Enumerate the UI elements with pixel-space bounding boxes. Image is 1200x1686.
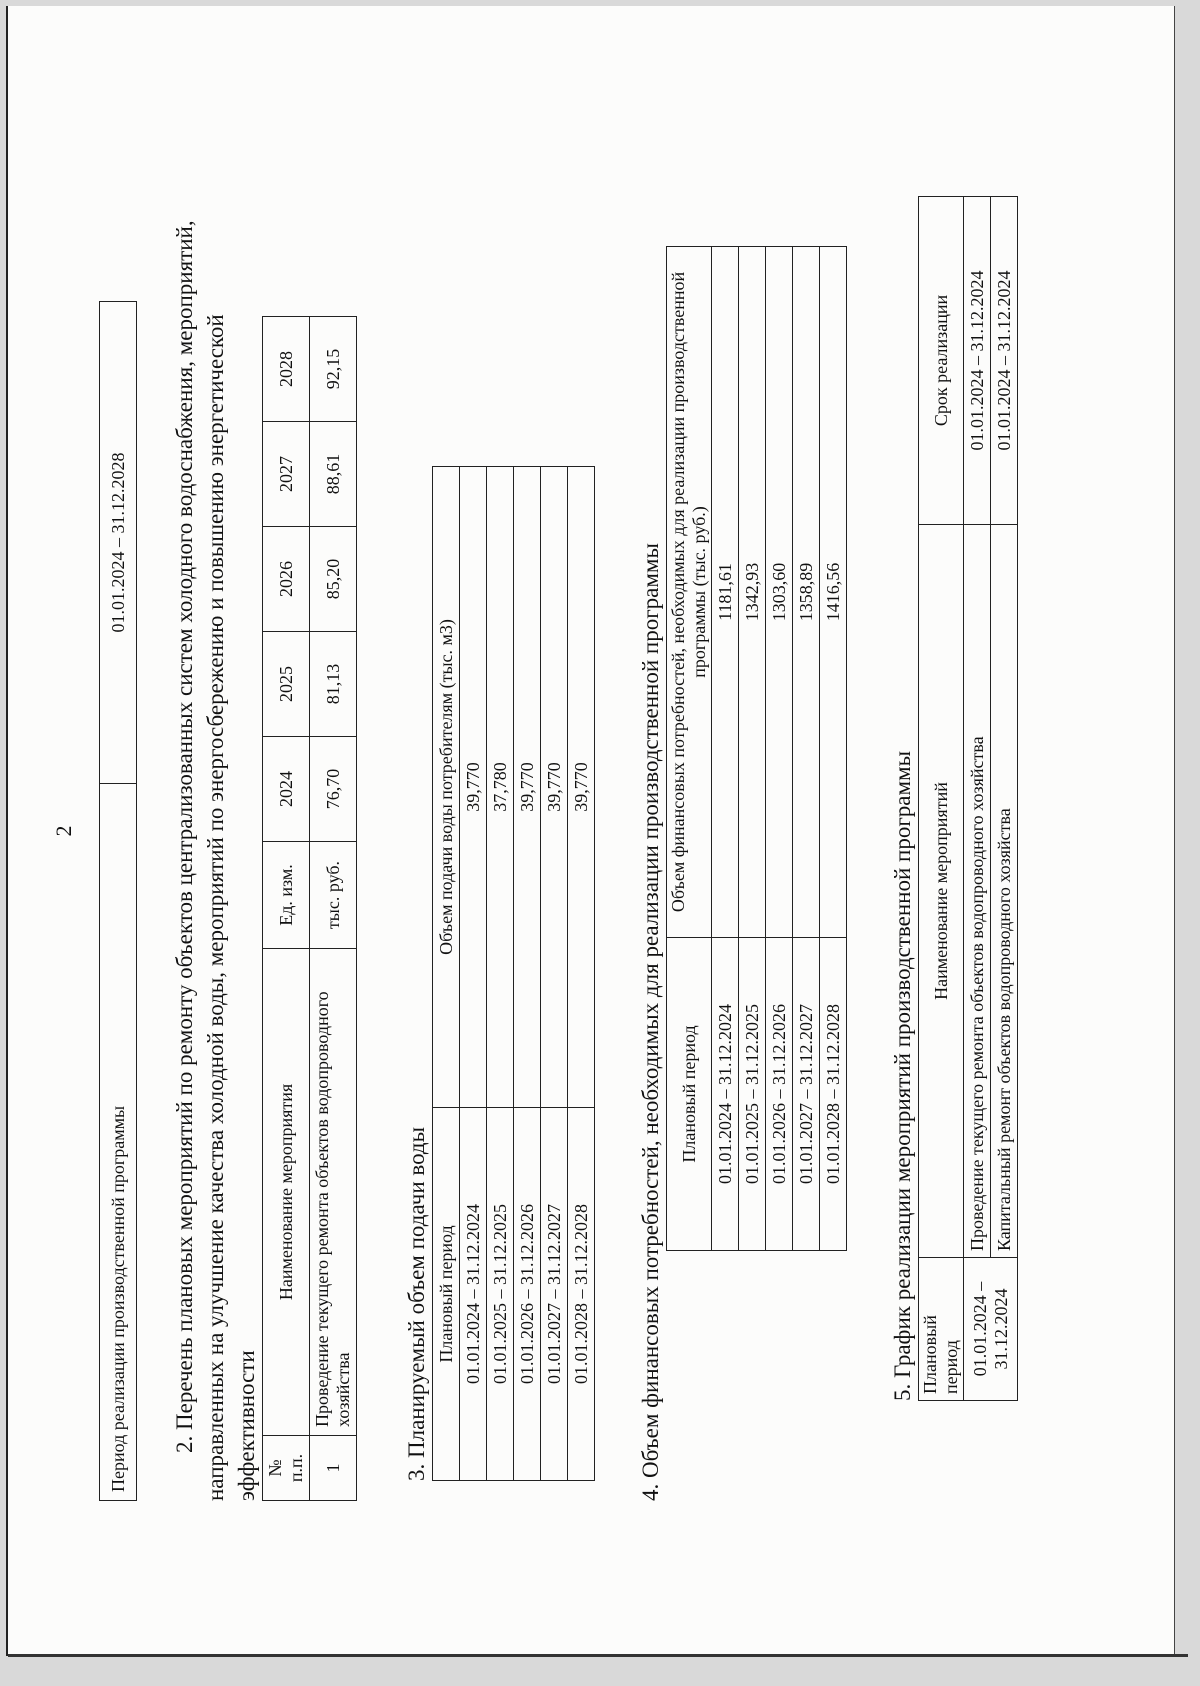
table-header-row [919,197,964,1401]
table-cell: 85,20 [310,527,357,632]
table-row [568,467,595,1481]
table-row [820,247,847,1251]
section-3-title: 3. Планируемый объем подачи воды [404,1126,429,1481]
table-cell: 39,770 [460,467,487,1108]
table-cell: 39,770 [541,467,568,1108]
column-header: Плановый период [667,938,712,1251]
table-cell: 39,770 [568,467,595,1108]
table-row [514,467,541,1481]
table-cell: Капитальный ремонт объектов водопроводного хозяйства [991,525,1018,1258]
measures-table [262,316,357,1501]
table-cell: 1303,60 [766,247,793,938]
table-cell: 01.01.2025 – 31.12.2025 [487,1108,514,1481]
table-cell: 81,13 [310,632,357,737]
water-supply-table [432,466,595,1481]
financial-needs-table [666,246,847,1251]
schedule-table [918,196,1018,1401]
table-row [964,197,991,1401]
table-cell: 1181,61 [712,247,739,938]
table-cell: 37,780 [487,467,514,1108]
table-cell: 01.01.2028 – 31.12.2028 [820,938,847,1251]
table-cell: 76,70 [310,737,357,842]
table-row [310,317,357,1501]
period-table [99,301,137,1501]
table-row [487,467,514,1481]
table-row [100,302,137,1501]
table-cell: 1342,93 [739,247,766,938]
column-header: Плановый период [919,1258,964,1401]
scanned-sheet [6,6,1175,1656]
table-cell: тыс. руб. [310,842,357,949]
table-cell: 01.01.2024 – 31.12.2024 [712,938,739,1251]
rotated-page-content [51,91,1131,1571]
period-value: 01.01.2024 – 31.12.2028 [100,302,137,784]
table-cell: Проведение текущего ремонта объектов водопроводного хозяйства [964,525,991,1258]
table-cell: 01.01.2024 – 31.12.2024 [991,197,1018,525]
table-cell: 01.01.2026 – 31.12.2026 [514,1108,541,1481]
page-number: 2 [51,825,76,837]
section-4-title: 4. Объем финансовых потребностей, необходимых для реализации производственной программы [638,543,663,1501]
column-header: 2027 [263,422,310,527]
table-header-row [263,317,310,1501]
table-cell: 01.01.2028 – 31.12.2028 [568,1108,595,1481]
table-row [739,247,766,1251]
table-cell: 1358,89 [793,247,820,938]
table-cell: Проведение текущего ремонта объектов водопроводного хозяйства [310,949,357,1436]
table-header-row [667,247,712,1251]
table-row [541,467,568,1481]
column-header: 2024 [263,737,310,842]
column-header: Наименование мероприятия [263,949,310,1436]
table-cell: 39,770 [514,467,541,1108]
table-cell: 1 [310,1436,357,1501]
table-cell: 1416,56 [820,247,847,938]
table-row [712,247,739,1251]
table-cell: 01.01.2025 – 31.12.2025 [739,938,766,1251]
section-5-title: 5. График реализации мероприятий производственной программы [890,750,915,1401]
table-cell: 88,61 [310,422,357,527]
table-cell: 01.01.2027 – 31.12.2027 [541,1108,568,1481]
table-header-row [433,467,460,1481]
column-header: Объем подачи воды потребителям (тыс. м3) [433,467,460,1108]
column-header: 2025 [263,632,310,737]
table-cell: 01.01.2027 – 31.12.2027 [793,938,820,1251]
table-row [793,247,820,1251]
table-row [460,467,487,1481]
section-2-title: 2. Перечень плановых мероприятий по ремонту объектов централизованных систем холодного водоснабжения, мероприятий, направленных на улучшение качества холодной воды, мероприятий по энергосбережению и повышению энергетической эффективности [172,220,259,1501]
table-cell: 01.01.2024 – 31.12.2024 [964,1258,1018,1401]
scan-edge-line [8,1654,1188,1657]
table-row [766,247,793,1251]
column-header: Наименование мероприятий [919,525,964,1258]
column-header: 2028 [263,317,310,422]
table-cell: 01.01.2026 – 31.12.2026 [766,938,793,1251]
table-cell: 01.01.2024 – 31.12.2024 [460,1108,487,1481]
table-cell: 92,15 [310,317,357,422]
column-header: Плановый период [433,1108,460,1481]
period-label: Период реализации производственной программы [100,784,137,1501]
column-header: Объем финансовых потребностей, необходимых для реализации производственной программы (тыс. руб.) [667,247,712,938]
column-header: Ед. изм. [263,842,310,949]
column-header: 2026 [263,527,310,632]
table-cell: 01.01.2024 – 31.12.2024 [964,197,991,525]
column-header: Срок реализации [919,197,964,525]
table-row [991,197,1018,1401]
column-header: № п.п. [263,1436,310,1501]
